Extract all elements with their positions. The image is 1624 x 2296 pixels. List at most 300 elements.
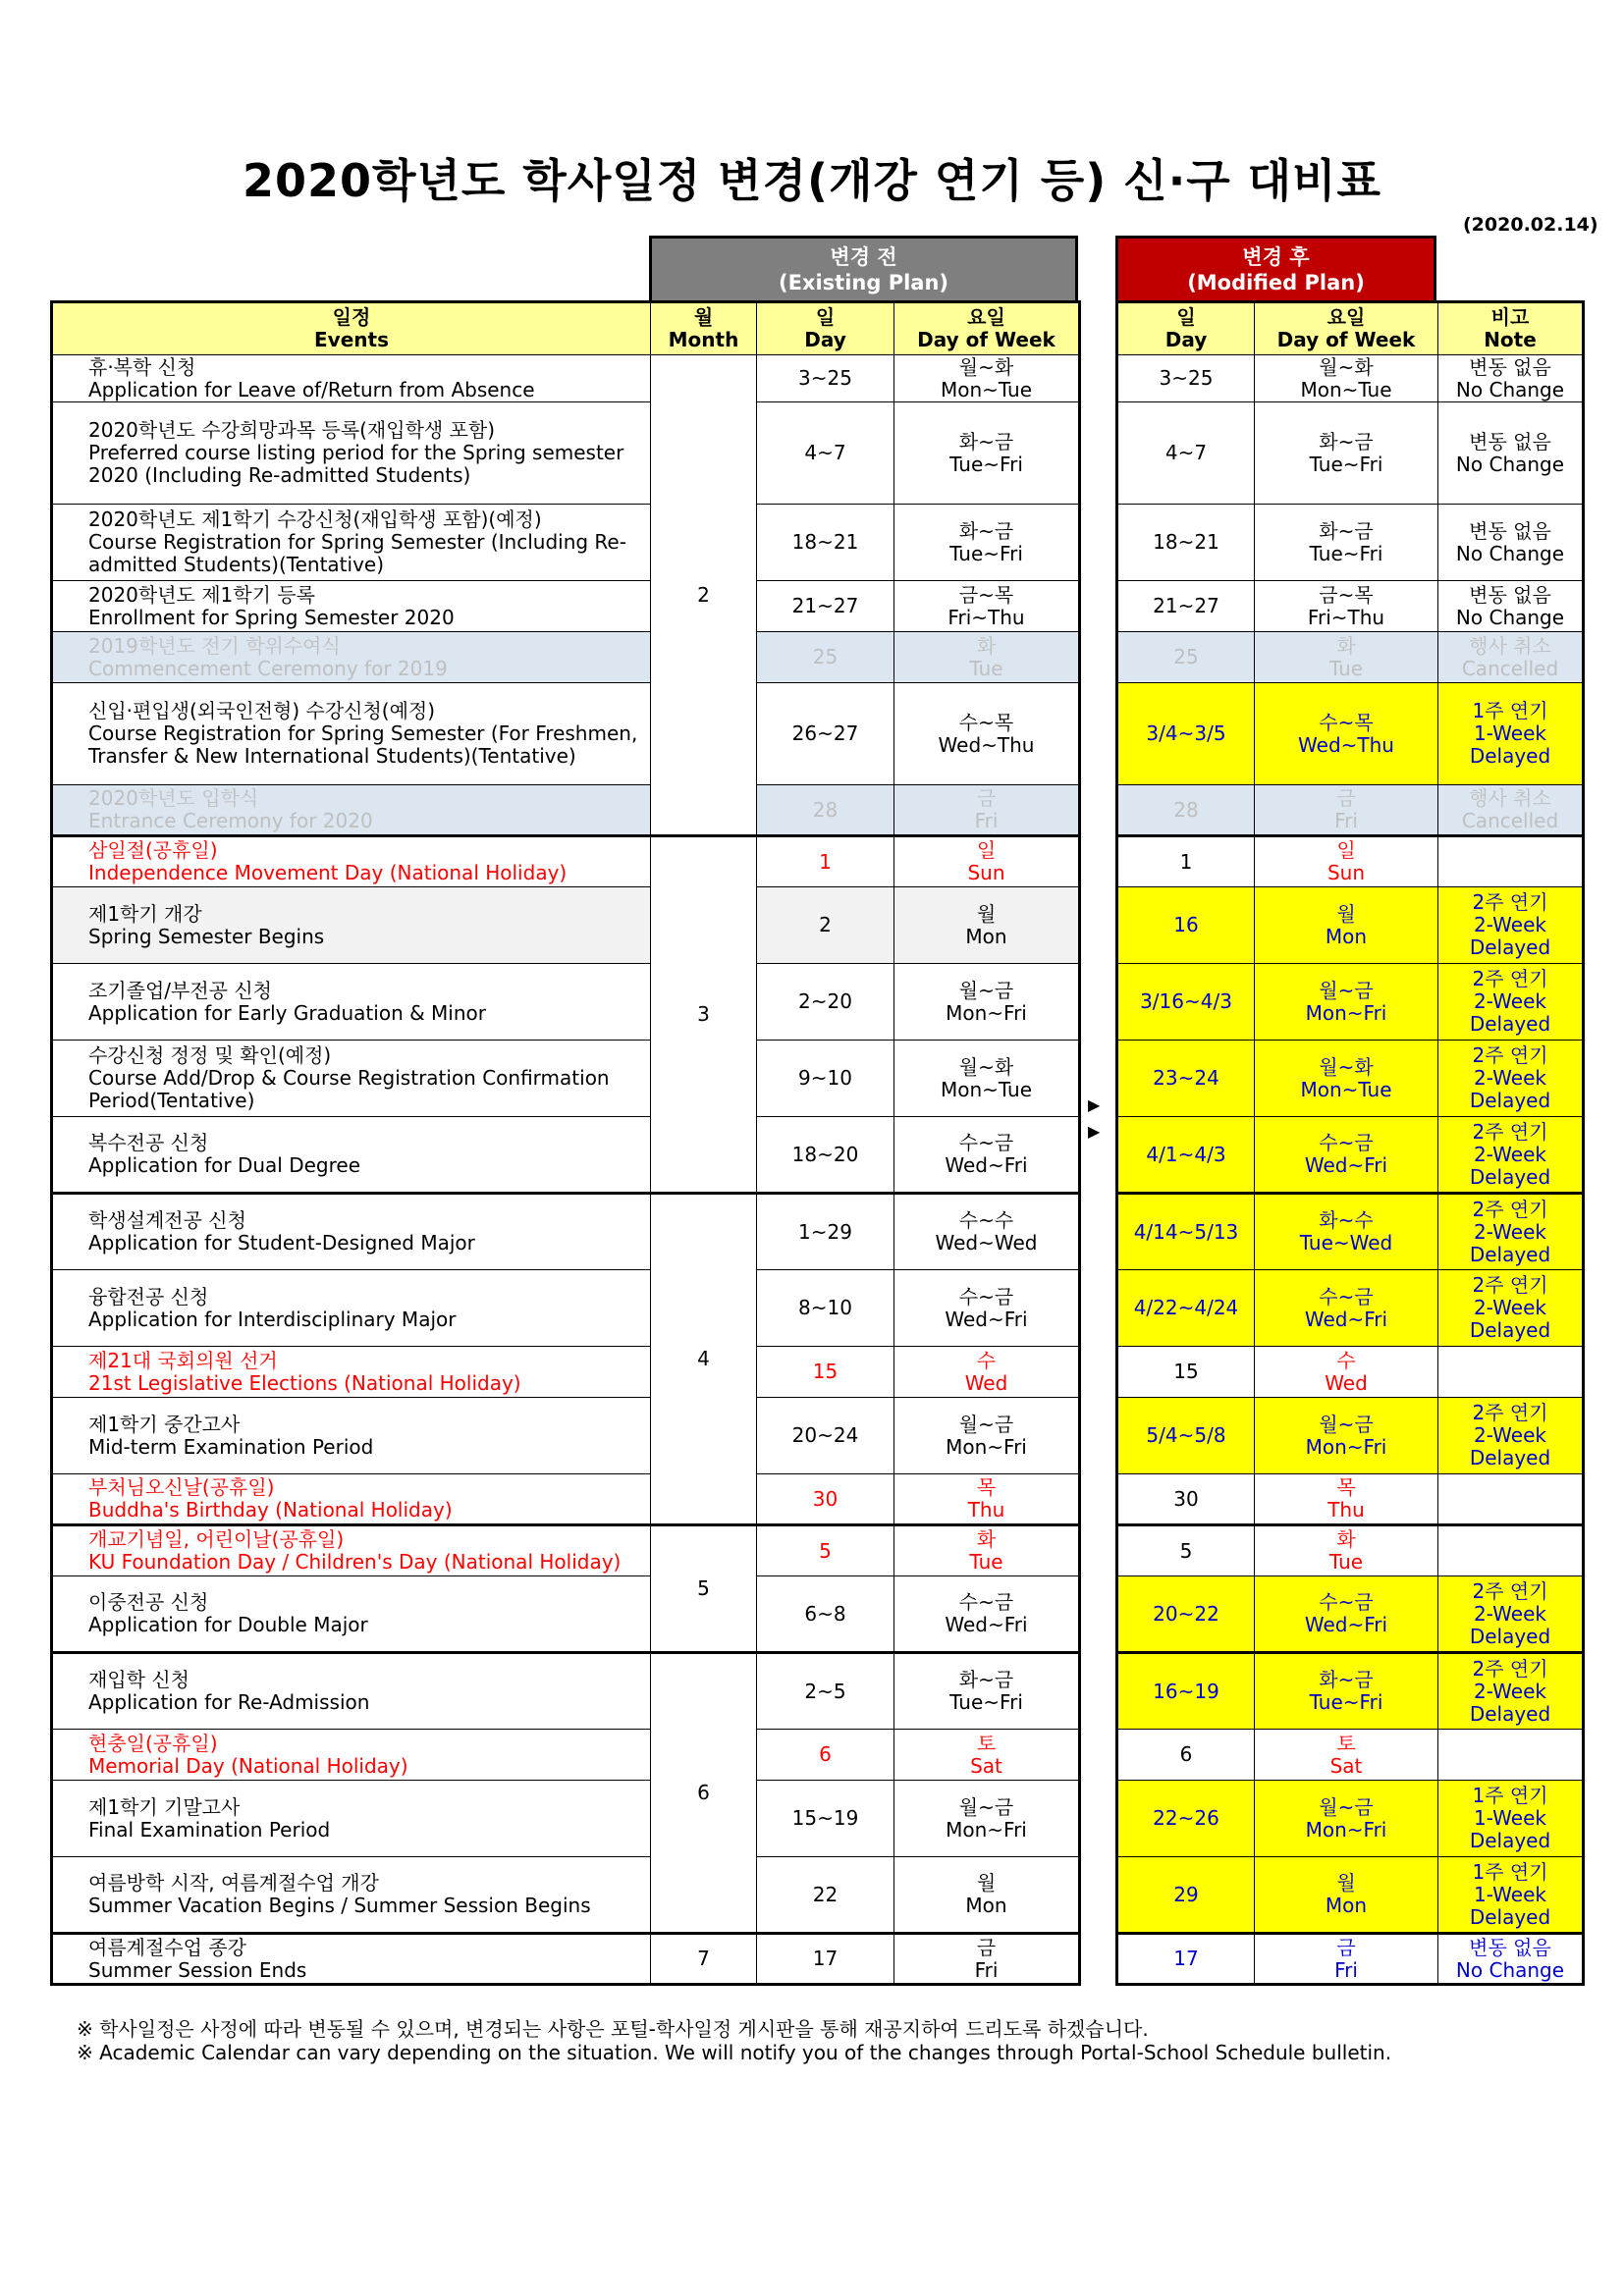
mod-day-cell-text: 29 [1173, 1882, 1199, 1906]
day-cell-text: 25 [812, 645, 839, 668]
dow-cell-text: Mon~Tue [940, 1077, 1033, 1101]
dow-cell [894, 836, 1080, 887]
table-row [52, 1934, 1080, 1985]
mod-day-cell-text: 17 [1173, 1947, 1199, 1970]
table-row [52, 1525, 1080, 1576]
month-cell-text: 7 [697, 1947, 710, 1970]
dow-cell-text: 월~금 [958, 978, 1014, 1002]
table-row [1117, 1653, 1584, 1730]
dow-cell [894, 1347, 1080, 1398]
table-row [1117, 1934, 1584, 1985]
mod-dow-cell-text: 화~금 [1319, 429, 1374, 454]
note-cell [1438, 887, 1584, 964]
table-row [52, 785, 1080, 836]
month-cell [651, 1653, 757, 1934]
event-cell-text: 여름방학 시작, 여름계절수업 개강 [88, 1871, 379, 1895]
note-cell [1438, 1525, 1584, 1576]
day-cell-text: 22 [812, 1882, 839, 1906]
mod-dow-cell-text: Fri~Thu [1307, 605, 1385, 629]
event-cell-text: 이중전공 신청 [88, 1590, 209, 1614]
event-cell-text: 2020학년도 제1학기 등록 [88, 582, 315, 607]
mod-day-cell-text: 16~19 [1153, 1679, 1219, 1703]
dow-cell-text: Mon~Tue [940, 377, 1033, 401]
note-cell-text: 2주 연기 [1472, 1197, 1548, 1221]
table-row [1117, 1730, 1584, 1781]
mod-dow-cell-text: Mon~Fri [1305, 1434, 1387, 1459]
dow-cell-text: 화 [976, 633, 997, 658]
mod-dow-cell-text: 목 [1336, 1475, 1356, 1499]
mod-day-cell-text: 20~22 [1153, 1601, 1219, 1626]
mod-dow-cell-text: Sat [1329, 1753, 1363, 1778]
document-date: (2020.02.14) [1463, 214, 1598, 236]
dow-cell [894, 785, 1080, 836]
arrow-right-icon: ▶ [1088, 1095, 1101, 1114]
note-cell [1438, 402, 1584, 505]
mod-dow-cell [1255, 402, 1438, 505]
event-cell [52, 836, 651, 887]
event-cell-text: 21st Legislative Elections (National Holiday) [88, 1370, 521, 1395]
note-cell [1438, 1730, 1584, 1781]
event-cell [52, 1347, 651, 1398]
day-cell [757, 887, 894, 964]
event-cell-text: Commencement Ceremony for 2019 [88, 656, 448, 680]
dow-cell [894, 1857, 1080, 1934]
dow-cell [894, 1576, 1080, 1653]
col-month-ko: 월 [693, 305, 714, 329]
event-cell-text: 조기졸업/부전공 신청 [88, 978, 272, 1002]
mod-day-cell [1117, 402, 1255, 505]
event-cell-text: 2019학년도 전기 학위수여식 [88, 633, 341, 658]
day-cell [757, 1041, 894, 1117]
mod-dow-cell [1255, 1270, 1438, 1347]
month-cell [651, 355, 757, 836]
event-cell [52, 964, 651, 1041]
note-cell [1438, 836, 1584, 887]
mod-dow-cell [1255, 1474, 1438, 1525]
mod-dow-cell-text: Tue~Wed [1299, 1231, 1393, 1255]
day-cell-text: 20~24 [791, 1423, 859, 1447]
note-cell [1438, 1781, 1584, 1857]
dow-cell [894, 1270, 1080, 1347]
table-row [1117, 1857, 1584, 1934]
dow-cell-text: Tue [969, 656, 1003, 680]
day-cell-text: 30 [812, 1486, 839, 1511]
day-cell [757, 355, 894, 402]
table-row [1117, 505, 1584, 581]
footnote-ko: ※ 학사일정은 사정에 따라 변동될 수 있으며, 변경되는 사항은 포털-학사일정 게시판을 통해 재공지하여 드리도록 하겠습니다. [77, 2017, 1149, 2041]
mod-dow-cell-text: 월~금 [1319, 1412, 1374, 1436]
mod-dow-cell-text: Tue [1328, 1550, 1364, 1574]
mod-dow-cell [1255, 1730, 1438, 1781]
mod-day-cell [1117, 887, 1255, 964]
dow-cell-text: 화~금 [958, 1668, 1014, 1691]
event-cell [52, 1730, 651, 1781]
mod-dow-cell [1255, 1576, 1438, 1653]
day-cell [757, 785, 894, 836]
note-cell-text: 2주 연기 [1472, 1273, 1548, 1297]
table-row [1117, 1474, 1584, 1525]
day-cell-text: 18~21 [791, 530, 859, 554]
table-row [52, 1270, 1080, 1347]
footnote-en: ※ Academic Calendar can vary depending on the situation. We will notify you of the changes through Portal-School Schedule bulletin. [77, 2041, 1392, 2064]
table-row [1117, 1781, 1584, 1857]
mod-dow-cell [1255, 1347, 1438, 1398]
event-cell-text: 복수전공 신청 [88, 1131, 209, 1154]
note-cell-text: 1주 연기 [1472, 699, 1548, 722]
event-cell-text: 제1학기 중간고사 [88, 1412, 241, 1436]
mod-dow-cell-text: 일 [1336, 838, 1356, 862]
dow-cell-text: 월 [976, 1871, 997, 1895]
mod-dow-cell [1255, 1041, 1438, 1117]
mod-day-cell [1117, 1576, 1255, 1653]
event-cell-text: 2020학년도 제1학기 수강신청(재입학생 포함)(예정) [88, 507, 542, 531]
dow-cell [894, 505, 1080, 581]
month-cell-text: 5 [697, 1576, 710, 1600]
table-row [1117, 1576, 1584, 1653]
note-cell-text: 2주 연기 [1472, 1578, 1548, 1603]
dow-cell-text: Tue [969, 1550, 1003, 1574]
note-cell-text: 1-Week Delayed [1469, 721, 1551, 768]
table-row [1117, 402, 1584, 505]
dow-cell-text: Mon [965, 1894, 1007, 1917]
event-cell-text: 제1학기 기말고사 [88, 1794, 241, 1819]
col-events-ko: 일정 [332, 305, 371, 329]
arrow-right-icon: ▶ [1088, 1122, 1101, 1141]
dow-cell-text: Tue~Fri [949, 452, 1023, 476]
event-cell-text: 학생설계전공 신청 [88, 1208, 246, 1232]
col-events-en: Events [314, 328, 389, 351]
dow-cell [894, 1525, 1080, 1576]
note-cell-text: 1주 연기 [1472, 1859, 1548, 1884]
note-cell-text: 2-Week Delayed [1469, 1679, 1551, 1726]
note-cell [1438, 683, 1584, 785]
month-cell-text: 3 [697, 1002, 710, 1026]
event-cell-text: Memorial Day (National Holiday) [88, 1753, 408, 1778]
mod-day-cell [1117, 1857, 1255, 1934]
col-mod-dow-ko: 요일 [1326, 305, 1366, 329]
mod-dow-cell-text: 화~금 [1319, 1668, 1374, 1691]
note-cell-text: 2주 연기 [1472, 1656, 1548, 1681]
dow-cell-text: Fri [974, 1957, 999, 1982]
note-cell [1438, 1270, 1584, 1347]
note-cell-text: Cancelled [1461, 656, 1559, 680]
day-cell [757, 836, 894, 887]
note-cell-text: 변동 없음 [1469, 518, 1551, 543]
dow-cell-text: Mon [965, 924, 1007, 948]
table-row [1117, 355, 1584, 402]
day-cell [757, 402, 894, 505]
day-cell-text: 18~20 [791, 1142, 859, 1166]
table-row [1117, 1398, 1584, 1474]
col-day [757, 302, 894, 355]
note-cell [1438, 505, 1584, 581]
table-row [52, 683, 1080, 785]
day-cell-text: 3~25 [798, 366, 852, 390]
day-cell [757, 1474, 894, 1525]
mod-day-cell [1117, 1730, 1255, 1781]
mod-day-cell-text: 23~24 [1153, 1066, 1219, 1090]
mod-dow-cell-text: Mon [1325, 924, 1368, 948]
mod-day-cell [1117, 355, 1255, 402]
mod-day-cell [1117, 836, 1255, 887]
table-row [1117, 887, 1584, 964]
event-cell [52, 1934, 651, 1985]
col-day-ko: 일 [815, 305, 836, 329]
note-cell [1438, 1194, 1584, 1270]
table-row [52, 1781, 1080, 1857]
event-cell [52, 1576, 651, 1653]
mod-day-cell-text: 21~27 [1153, 594, 1219, 617]
table-row [1117, 964, 1584, 1041]
mod-day-cell [1117, 1653, 1255, 1730]
note-cell [1438, 355, 1584, 402]
mod-day-cell [1117, 1474, 1255, 1525]
mod-day-cell-text: 30 [1173, 1486, 1199, 1511]
table-row [52, 964, 1080, 1041]
event-cell [52, 505, 651, 581]
mod-day-cell-text: 3/16~4/3 [1140, 989, 1232, 1013]
dow-cell [894, 1653, 1080, 1730]
mod-day-cell [1117, 1117, 1255, 1194]
day-cell [757, 683, 894, 785]
mod-dow-cell-text: 토 [1336, 1731, 1356, 1755]
event-cell [52, 1525, 651, 1576]
col-day-en: Day [804, 328, 846, 351]
mod-day-cell [1117, 683, 1255, 785]
mod-dow-cell-text: 월 [1336, 901, 1356, 926]
note-cell-text: 2-Week Delayed [1469, 1601, 1551, 1648]
event-cell-text: 여름계절수업 종강 [88, 1935, 246, 1959]
month-cell [651, 1194, 757, 1525]
dow-cell-text: Sun [967, 861, 1005, 884]
day-cell [757, 1398, 894, 1474]
day-cell [757, 1270, 894, 1347]
month-cell [651, 1934, 757, 1985]
event-cell-text: Final Examination Period [88, 1817, 331, 1842]
event-cell [52, 632, 651, 683]
event-cell-text: 수강신청 정정 및 확인(예정) [88, 1043, 332, 1067]
day-cell-text: 2 [819, 913, 832, 936]
dow-cell-text: 일 [976, 838, 997, 862]
table-row [52, 1347, 1080, 1398]
mod-day-cell-text: 22~26 [1153, 1806, 1219, 1830]
dow-cell [894, 581, 1080, 632]
mod-dow-cell [1255, 683, 1438, 785]
mod-day-cell [1117, 964, 1255, 1041]
mod-dow-cell [1255, 1653, 1438, 1730]
event-cell-text: Spring Semester Begins [88, 924, 325, 948]
month-cell [651, 836, 757, 1194]
note-cell-text: 1-Week Delayed [1469, 1882, 1551, 1929]
mod-dow-cell [1255, 581, 1438, 632]
mod-dow-cell-text: 수~금 [1319, 1131, 1374, 1154]
existing-plan-en: (Existing Plan) [778, 270, 949, 294]
table-row [1117, 1194, 1584, 1270]
table-row [52, 581, 1080, 632]
event-cell-text: 2020학년도 입학식 [88, 786, 259, 810]
col-note-en: Note [1484, 328, 1537, 351]
mod-day-cell [1117, 785, 1255, 836]
day-cell-text: 21~27 [791, 594, 859, 617]
mod-dow-cell-text: 화 [1336, 633, 1356, 658]
day-cell [757, 505, 894, 581]
col-mod-day-ko: 일 [1176, 305, 1196, 329]
dow-cell [894, 1730, 1080, 1781]
note-cell-text: 2주 연기 [1472, 890, 1548, 914]
event-cell-text: 부처님오신날(공휴일) [88, 1475, 275, 1499]
mod-dow-cell-text: 수~금 [1319, 1590, 1374, 1614]
day-cell [757, 1347, 894, 1398]
event-cell [52, 1474, 651, 1525]
mod-dow-cell [1255, 785, 1438, 836]
table-row [1117, 632, 1584, 683]
note-cell-text: No Change [1455, 605, 1565, 629]
mod-dow-cell [1255, 1781, 1438, 1857]
event-cell-text: Course Registration for Spring Semester (Including Re-admitted Students)(Tentative) [88, 530, 626, 576]
event-cell-text: 제1학기 개강 [88, 901, 202, 926]
event-cell [52, 887, 651, 964]
day-cell-text: 15~19 [791, 1806, 859, 1830]
event-cell-text: Application for Interdisciplinary Major [88, 1307, 457, 1331]
event-cell [52, 683, 651, 785]
mod-dow-cell-text: Wed [1325, 1370, 1368, 1395]
modified-plan-header [1115, 236, 1436, 300]
day-cell [757, 964, 894, 1041]
col-note [1438, 302, 1584, 355]
event-cell-text: 현충일(공휴일) [88, 1731, 218, 1755]
dow-cell-text: Wed~Fri [945, 1153, 1028, 1177]
footnote [77, 2017, 1391, 2064]
mod-day-cell-text: 16 [1173, 913, 1199, 936]
note-cell [1438, 1041, 1584, 1117]
event-cell-text: Buddha's Birthday (National Holiday) [88, 1498, 453, 1522]
event-cell-text: Application for Re-Admission [88, 1690, 370, 1714]
modified-plan-ko: 변경 후 [1242, 244, 1310, 269]
note-cell [1438, 632, 1584, 683]
note-cell-text: 2-Week Delayed [1469, 989, 1551, 1036]
table-row [1117, 785, 1584, 836]
dow-cell-text: Fri~Thu [947, 605, 1025, 629]
event-cell-text: 융합전공 신청 [88, 1284, 209, 1308]
mod-day-cell-text: 18~21 [1153, 530, 1219, 554]
note-cell [1438, 964, 1584, 1041]
mod-dow-cell-text: 화~수 [1319, 1208, 1374, 1232]
note-cell-text: No Change [1455, 377, 1565, 401]
day-cell-text: 2~20 [798, 989, 852, 1013]
note-cell-text: No Change [1455, 541, 1565, 565]
event-cell [52, 1194, 651, 1270]
table-row [1117, 1041, 1584, 1117]
day-cell [757, 1194, 894, 1270]
mod-day-cell-text: 4/1~4/3 [1146, 1142, 1226, 1166]
day-cell-text: 6~8 [804, 1601, 846, 1626]
mod-dow-cell [1255, 1934, 1438, 1985]
mod-day-cell-text: 28 [1173, 797, 1199, 822]
note-cell-text: 2-Week Delayed [1469, 913, 1551, 959]
day-cell-text: 1~29 [798, 1219, 852, 1244]
mod-day-cell-text: 5 [1179, 1538, 1193, 1563]
note-cell-text: 변동 없음 [1469, 429, 1551, 454]
mod-dow-cell-text: 월~금 [1319, 978, 1374, 1002]
day-cell [757, 1117, 894, 1194]
mod-dow-cell-text: Mon~Tue [1300, 377, 1392, 401]
mod-dow-cell [1255, 1117, 1438, 1194]
mod-dow-cell [1255, 836, 1438, 887]
dow-cell [894, 1117, 1080, 1194]
note-cell-text: 2-Week Delayed [1469, 1296, 1551, 1342]
note-cell-text: 2주 연기 [1472, 1401, 1548, 1424]
month-cell-text: 4 [697, 1347, 710, 1370]
dow-cell-text: 월~화 [958, 1054, 1014, 1079]
page-title: 2020학년도 학사일정 변경(개강 연기 등) 신·구 대비표 [243, 154, 1381, 207]
event-cell-text: 2020학년도 수강희망과목 등록(재입학생 포함) [88, 418, 496, 442]
table-row [52, 1730, 1080, 1781]
mod-day-cell-text: 5/4~5/8 [1146, 1423, 1226, 1447]
col-dow [894, 302, 1080, 355]
note-cell-text: 2-Week Delayed [1469, 1066, 1551, 1112]
mod-day-cell-text: 4/14~5/13 [1133, 1219, 1239, 1244]
event-cell-text: 신입·편입생(외국인전형) 수강신청(예정) [88, 699, 436, 722]
mod-dow-cell-text: Tue~Fri [1309, 541, 1383, 565]
mod-day-cell [1117, 1347, 1255, 1398]
event-cell-text: Summer Session Ends [88, 1957, 307, 1982]
mod-dow-cell-text: 월~화 [1319, 1054, 1374, 1079]
dow-cell-text: 화 [976, 1527, 997, 1551]
day-cell-text: 28 [812, 797, 839, 822]
mod-day-cell-text: 25 [1173, 645, 1199, 668]
mod-dow-cell-text: 월 [1336, 1871, 1356, 1895]
table-row [52, 1653, 1080, 1730]
event-cell [52, 1398, 651, 1474]
dow-cell-text: Fri [974, 809, 999, 832]
event-cell-text: 개교기념일, 어린이날(공휴일) [88, 1527, 345, 1551]
table-row [1117, 1347, 1584, 1398]
note-cell [1438, 1398, 1584, 1474]
mod-day-cell [1117, 1781, 1255, 1857]
mod-dow-cell-text: Mon~Tue [1300, 1077, 1392, 1101]
event-cell-text: Summer Vacation Begins / Summer Session Begins [88, 1894, 591, 1917]
dow-cell-text: 수~수 [958, 1208, 1014, 1232]
note-cell-text: 변동 없음 [1469, 1935, 1551, 1959]
event-cell-text: Entrance Ceremony for 2020 [88, 809, 373, 832]
event-cell-text: Course Registration for Spring Semester (For Freshmen, Transfer & New International Students)(Tentative) [88, 721, 638, 768]
day-cell-text: 1 [819, 849, 832, 874]
dow-cell-text: 화~금 [958, 518, 1014, 543]
mod-day-cell [1117, 1934, 1255, 1985]
note-cell [1438, 581, 1584, 632]
table-row [52, 1041, 1080, 1117]
note-cell-text: 2주 연기 [1472, 1119, 1548, 1144]
note-cell [1438, 1857, 1584, 1934]
month-cell [651, 1525, 757, 1653]
mod-dow-cell-text: Mon~Fri [1305, 1000, 1387, 1025]
existing-plan-ko: 변경 전 [830, 244, 897, 269]
note-cell-text: No Change [1455, 1957, 1565, 1982]
dow-cell-text: Wed~Fri [945, 1613, 1028, 1636]
dow-cell-text: 금 [976, 786, 997, 810]
mod-day-cell [1117, 1525, 1255, 1576]
mod-dow-cell-text: 금~목 [1319, 582, 1374, 607]
dow-cell [894, 683, 1080, 785]
event-cell [52, 1781, 651, 1857]
day-cell-text: 17 [812, 1947, 839, 1970]
event-cell-text: Application for Double Major [88, 1613, 368, 1636]
day-cell [757, 1934, 894, 1985]
dow-cell-text: 수~금 [958, 1284, 1014, 1308]
dow-cell [894, 1398, 1080, 1474]
table-row [1117, 581, 1584, 632]
mod-dow-cell-text: Wed~Fri [1304, 1613, 1388, 1636]
